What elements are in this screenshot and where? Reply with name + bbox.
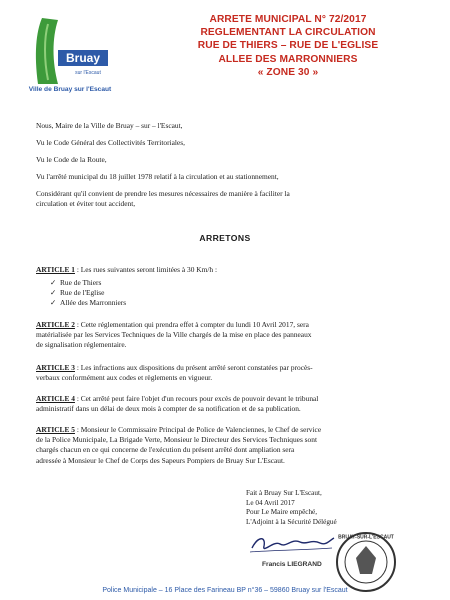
- article-text: : Les rues suivantes seront limitées à 30 Km/h :: [74, 265, 218, 274]
- title-line: ARRETE MUNICIPAL N° 72/2017: [209, 14, 367, 25]
- title-line: ALLEE DES MARRONNIERS: [218, 53, 358, 65]
- article-2: ARTICLE 2 : Cette réglementation qui prendra effet à compter du lundi 10 Avril 2017, sera matérialisée par les Services Techniques de la Ville chargés de la mise en place des panneaux de signalisation réglementaire.: [36, 320, 312, 350]
- handwritten-signature: [246, 530, 336, 558]
- intro-line-2: Vu le Code Général des Collectivités Territoriales,: [36, 138, 185, 147]
- signature-role: Pour Le Maire empêché,: [246, 508, 318, 517]
- logo-text: Bruay: [65, 51, 101, 65]
- signature-date: Le 04 Avril 2017: [246, 498, 295, 507]
- text-line: Considérant qu'il convient de prendre les mesures nécessaires de manière à faciliter la: [36, 189, 290, 198]
- page-footer: Police Municipale – 16 Place des Farineau BP n°36 – 59860 Bruay sur l'Escaut: [102, 587, 348, 594]
- article-label: ARTICLE 1: [36, 265, 75, 274]
- city-logo: [28, 14, 112, 88]
- intro-considerant: [36, 189, 414, 209]
- article-1: [36, 265, 414, 275]
- document-title: [184, 13, 392, 79]
- checkmark-icon: ✓: [50, 288, 57, 297]
- checkmark-icon: ✓: [50, 298, 57, 307]
- checkmark-icon: ✓: [50, 278, 57, 287]
- list-item: ✓ Rue de l'Eglise: [50, 288, 105, 297]
- signature-block: [246, 489, 337, 527]
- section-heading: ARRETONS: [199, 233, 251, 243]
- logo-subtext: sur l'Escaut: [75, 70, 101, 76]
- intro-line-4: Vu l'arrêté municipal du 18 juillet 1978 relatif à la circulation et au stationnement,: [36, 172, 279, 181]
- article-3: ARTICLE 3 : Les infractions aux dispositions du présent arrêté seront constatées par procès- verbaux conformément aux codes et règlements en vigueur.: [36, 363, 313, 383]
- title-line: « ZONE 30 »: [257, 66, 319, 78]
- street-list: [50, 278, 126, 308]
- article-label: ARTICLE 5: [36, 425, 75, 434]
- article-5: ARTICLE 5 : Monsieur le Commissaire Principal de Police de Valenciennes, le Chef de service de la Police Municipale, La Brigade Verte, Monsieur le Directeur des Services Techniques sont chargés chacun en ce qui concerne de l'exécution du présent arrêté dont ampliation sera adressée à Monsieur le Chef de Corps des Sapeurs Pompiers de Bruay Sur L'Escaut.: [36, 425, 322, 465]
- list-item: ✓ Allée des Marronniers: [50, 298, 127, 307]
- article-label: ARTICLE 2: [36, 320, 75, 329]
- signature-title: L'Adjoint à la Sécurité Délégué: [246, 517, 337, 526]
- list-item: ✓ Rue de Thiers: [50, 278, 102, 287]
- title-line: RUE DE THIERS – RUE DE L'EGLISE: [197, 40, 379, 52]
- intro-line-1: Nous, Maire de la Ville de Bruay – sur – l'Escaut,: [36, 121, 183, 130]
- text-line: circulation et éviter tout accident,: [36, 199, 136, 209]
- intro-line-3: Vu le Code de la Route,: [36, 155, 107, 164]
- logo-caption: Ville de Bruay sur l'Escaut: [28, 86, 112, 93]
- article-label: ARTICLE 3: [36, 363, 75, 372]
- article-label: ARTICLE 4: [36, 394, 75, 403]
- signer-name: Francis LIEGRAND: [262, 561, 322, 568]
- article-4: ARTICLE 4 : Cet arrêté peut faire l'objet d'un recours pour excès de pouvoir devant le tribunal administratif dans un délai de deux mois à compter de sa notification et de sa publication.: [36, 394, 319, 414]
- title-line: REGLEMENTANT LA CIRCULATION: [200, 27, 376, 39]
- signature-place: Fait à Bruay Sur L'Escaut,: [246, 489, 322, 497]
- stamp-text: BRUAY-SUR-L'ESCAUT: [338, 534, 394, 541]
- official-stamp: [334, 530, 398, 594]
